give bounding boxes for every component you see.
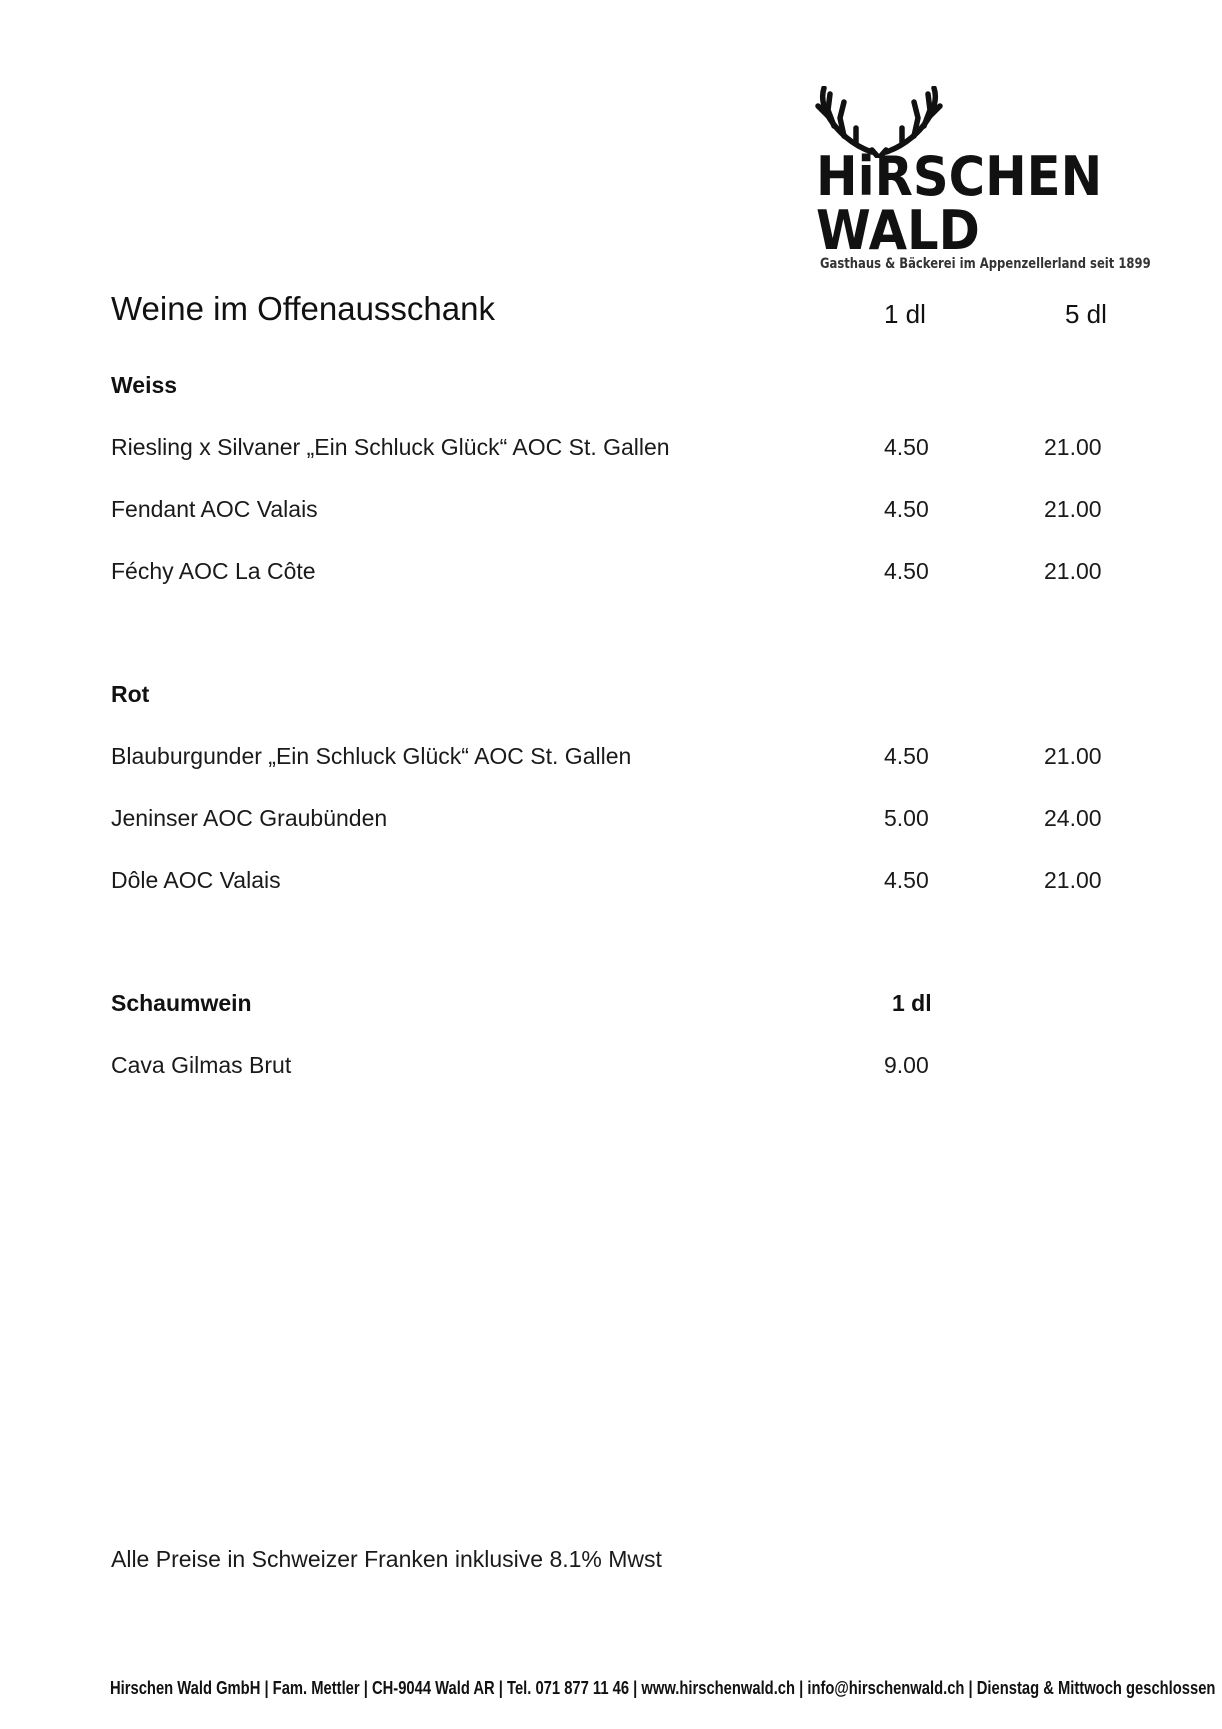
price-1dl: 4.50 — [884, 434, 929, 460]
schaumwein-column-header-1dl: 1 dl — [892, 990, 932, 1016]
price-5dl: 21.00 — [1044, 558, 1102, 584]
column-header-5dl: 5 dl — [1065, 299, 1107, 329]
footer-contact: Hirschen Wald GmbH | Fam. Mettler | CH-9044 Wald AR | Tel. 071 877 11 46 | www.hirschenwald.ch | info@hirschenwald.ch | Dienstag & Mittwoch geschlossen — [110, 1678, 1216, 1698]
section-heading-schaumwein: Schaumwein — [111, 990, 252, 1016]
page-title: Weine im Offenausschank — [111, 290, 495, 327]
menu-item-row — [0, 867, 1222, 901]
wine-name: Dôle AOC Valais — [111, 867, 281, 893]
menu-item-row — [0, 558, 1222, 592]
price-1dl: 4.50 — [884, 496, 929, 522]
logo — [810, 86, 1151, 278]
menu-item-row — [0, 743, 1222, 777]
section-heading-rot: Rot — [111, 681, 150, 707]
price-5dl: 21.00 — [1044, 496, 1102, 522]
price-5dl: 21.00 — [1044, 743, 1102, 769]
price-note: Alle Preise in Schweizer Franken inklusive 8.1% Mwst — [111, 1546, 662, 1572]
section-heading-weiss: Weiss — [111, 372, 178, 398]
price-5dl: 24.00 — [1044, 805, 1102, 831]
price-1dl: 9.00 — [884, 1052, 929, 1078]
logo-tagline: Gasthaus & Bäckerei im Appenzellerland seit 1899 — [820, 256, 1151, 272]
price-1dl: 4.50 — [884, 558, 929, 584]
wine-name: Riesling x Silvaner „Ein Schluck Glück“ AOC St. Gallen — [111, 434, 670, 460]
wine-name: Cava Gilmas Brut — [111, 1052, 292, 1078]
price-5dl: 21.00 — [1044, 867, 1102, 893]
wine-name: Féchy AOC La Côte — [111, 558, 316, 584]
price-1dl: 5.00 — [884, 805, 929, 831]
menu-item-row — [0, 496, 1222, 530]
price-1dl: 4.50 — [884, 743, 929, 769]
wine-name: Blauburgunder „Ein Schluck Glück“ AOC St. Gallen — [111, 743, 632, 769]
logo-line-1: HiRSCHEN — [816, 145, 1103, 208]
menu-item-row — [0, 805, 1222, 839]
price-5dl: 21.00 — [1044, 434, 1102, 460]
logo-line-2: WALD — [816, 199, 980, 262]
menu-item-row — [0, 1052, 1222, 1086]
wine-name: Fendant AOC Valais — [111, 496, 318, 522]
column-header-1dl: 1 dl — [884, 299, 926, 329]
menu-item-row — [0, 434, 1222, 468]
wine-name: Jeninser AOC Graubünden — [111, 805, 388, 831]
price-1dl: 4.50 — [884, 867, 929, 893]
